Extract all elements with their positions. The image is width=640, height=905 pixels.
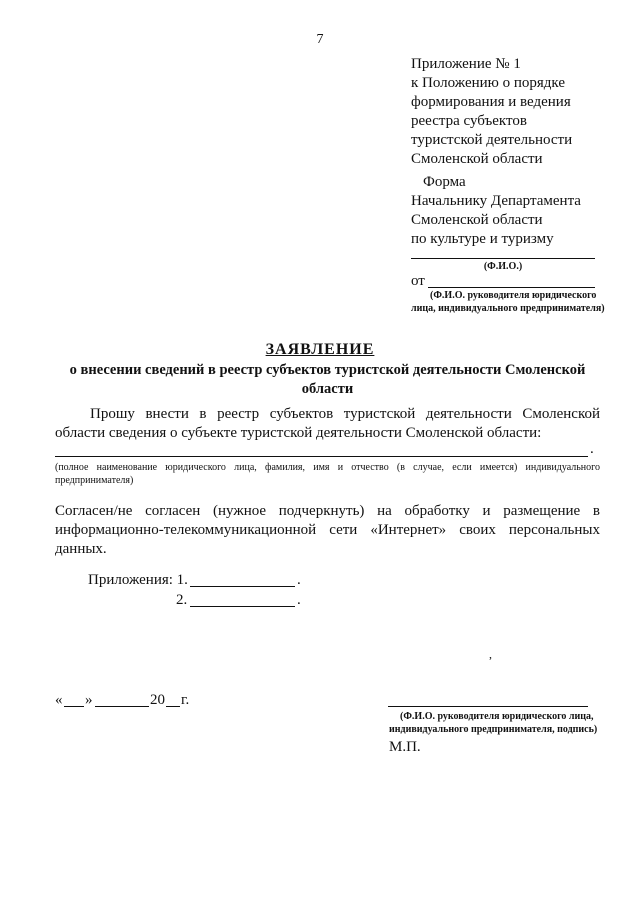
stamp-label: М.П. <box>389 739 421 755</box>
attachment-1-dot: . <box>297 572 301 588</box>
appendix-header <box>411 55 572 169</box>
appendix-line: Смоленской области <box>411 151 543 167</box>
date-year-prefix: 20 <box>150 692 165 708</box>
date-year-suffix: г. <box>181 692 190 708</box>
entity-caption: (полное наименование юридического лица, фамилия, имя и отчество (в случае, если имеется) индивидуального предпринимателя) <box>55 462 600 486</box>
attachment-1-blank[interactable] <box>190 586 295 587</box>
request-paragraph: Прошу внести в реестр субъектов туристской деятельности Смоленской области сведения о субъекте туристской деятельности Смоленской области: <box>55 406 600 441</box>
addressee-line: Смоленской области <box>411 212 543 228</box>
attachments-label: Приложения: 1. <box>88 572 188 588</box>
consent-paragraph: Согласен/не согласен (нужное подчеркнуть) на обработку и размещение в информационно-телекоммуникационной сети «Интернет» своих персональных данных. <box>55 503 600 557</box>
entity-blank-line[interactable] <box>55 456 588 457</box>
document-title: ЗАЯВЛЕНИЕ <box>265 341 375 358</box>
attachment-2-blank[interactable] <box>190 606 295 607</box>
page-number: 7 <box>316 32 324 47</box>
addressee-line: по культуре и туризму <box>411 231 554 247</box>
addressee-line: Начальнику Департамента <box>411 193 581 209</box>
appendix-line: к Положению о порядке <box>411 75 565 91</box>
date-open-quote: « <box>55 692 63 708</box>
from-blank-line[interactable] <box>428 287 595 288</box>
from-caption-1: (Ф.И.О. руководителя юридического <box>430 290 597 301</box>
appendix-line: реестра субъектов <box>411 113 527 129</box>
appendix-line: Приложение № 1 <box>411 56 521 72</box>
from-label: от <box>411 273 425 289</box>
appendix-line: туристской деятельности <box>411 132 573 148</box>
addressee-block <box>411 173 581 249</box>
signature-caption-2: индивидуального предпринимателя, подпись) <box>389 724 598 735</box>
date-month-blank[interactable] <box>95 706 149 707</box>
fio-caption: (Ф.И.О.) <box>483 261 523 272</box>
attachment-2-label: 2. <box>176 592 188 608</box>
form-label: Форма <box>423 174 466 190</box>
attachment-2-dot: . <box>297 592 301 608</box>
signature-blank-line[interactable] <box>388 706 588 707</box>
appendix-line: формирования и ведения <box>411 94 571 110</box>
document-subtitle: о внесении сведений в реестр субъектов туристской деятельности Смоленской области <box>69 362 586 397</box>
fio-blank-line[interactable] <box>411 258 595 259</box>
from-caption-2: лица, индивидуального предпринимателя) <box>411 303 605 314</box>
stray-mark: , <box>489 647 492 661</box>
date-day-blank[interactable] <box>64 706 84 707</box>
signature-caption-1: (Ф.И.О. руководителя юридического лица, <box>400 711 594 722</box>
date-close-quote: » <box>85 692 93 708</box>
date-year-blank[interactable] <box>166 706 180 707</box>
entity-line-dot: . <box>590 441 594 457</box>
